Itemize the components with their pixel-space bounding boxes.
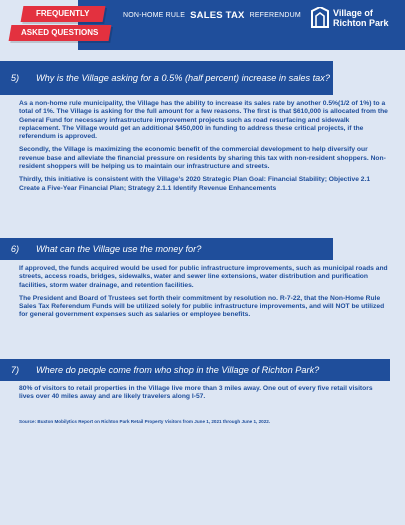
answer-5-paragraph-1: As a non-home rule municipality, the Village has the ability to increase its sales rate by another 0.5%(1/2 of 1%) to a total of 1%. The Village is asking for the full amount for a few reasons. The first is that $610,000 is allocated from the General Fund for necessary infrastructure improvement projects such as road resurfacing and sidewalk replacement. The Village would get an additional $450,000 in funding to address these critical projects, if the referendum is approved. <box>19 100 388 141</box>
answer-6-paragraph-1: If approved, the funds acquired would be used for public infrastructure improvements, such as municipal roads and streets, access roads, bridges, sidewalks, water and sewer line extensions, water distribution and purification facilities, storm water drainage, and retention facilities. <box>19 265 388 289</box>
header-title-right: REFERENDUM <box>249 11 301 19</box>
question-6-bar <box>0 238 333 260</box>
answer-6 <box>19 265 389 325</box>
question-5-text: Why is the Village asking for a 0.5% (half percent) increase in sales tax? <box>36 73 330 83</box>
question-6-number: 6) <box>10 244 20 254</box>
logo-line-2: Richton Park <box>333 18 389 28</box>
logo-text <box>333 8 389 28</box>
header-title-center: SALES TAX <box>190 9 245 21</box>
answer-7-source: Source: Buxton Mobilytics Report on Richton Park Retail Property Visitors from June 1, 2021 through June 1, 2022. <box>19 419 271 424</box>
faq-ribbon-top: FREQUENTLY <box>21 6 106 22</box>
question-5-bar <box>0 61 333 95</box>
answer-6-paragraph-2: The President and Board of Trustees set forth their commitment by resolution no. R-7-22, that the Non-Home Rule Sales Tax Referendum Funds will be utilized solely for public infrastructure improvements, and will NOT be utilized for general government expenses such as salaries or employee benefits. <box>19 294 385 319</box>
question-6-text: What can the Village use the money for? <box>36 244 202 254</box>
header-title <box>112 8 312 22</box>
header <box>0 0 405 50</box>
answer-7 <box>19 385 389 407</box>
answer-7-paragraph-1: 80% of visitors to retail properties in the Village live more than 3 miles away. One out of every five retail visitors lives over 40 miles away and are likely travelers along I-57. <box>19 385 373 401</box>
question-5-number: 5) <box>10 73 20 83</box>
question-7-number: 7) <box>10 365 20 375</box>
answer-5 <box>19 100 389 198</box>
logo-line-1: Village of <box>333 8 373 18</box>
answer-5-paragraph-3: Thirdly, this initiative is consistent with the Village’s 2020 Strategic Plan Goal: Financial Stability; Objective 2.1 Create a Five-Year Financial Plan; Strategy 2.1.1 Identify Revenue Enhancements <box>19 176 371 192</box>
question-7-bar <box>0 359 390 381</box>
answer-5-paragraph-2: Secondly, the Village is maximizing the economic benefit of the commercial development to help diversify our revenue base and alleviate the financial pressure on residents by sharing this tax with non-resident shoppers. Non-resident shoppers will be helping us to maintain our infrastructure and streets. <box>19 146 386 171</box>
faq-ribbon-bottom: ASKED QUESTIONS <box>9 25 112 41</box>
header-title-left: NON-HOME RULE <box>123 11 186 19</box>
village-logo <box>310 3 402 33</box>
question-7-text: Where do people come from who shop in the Village of Richton Park? <box>36 365 320 375</box>
village-logo-icon <box>310 7 330 29</box>
